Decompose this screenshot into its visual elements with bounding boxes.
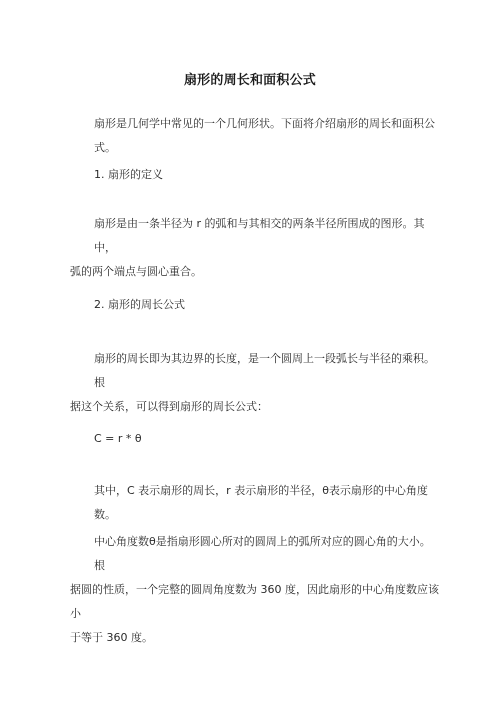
perimeter-paragraph — [70, 347, 440, 419]
definition-line-2: 弧的两个端点与圆心重合。 — [70, 265, 202, 278]
page-title: 扇形的周长和面积公式 — [183, 73, 316, 88]
central-angle-line-3: 于等于 360 度。 — [70, 631, 153, 644]
section-heading-perimeter: 2. 扇形的周长公式 — [94, 298, 185, 311]
intro-paragraph — [70, 112, 440, 160]
definition-paragraph — [70, 212, 440, 284]
perimeter-formula: C = r * θ — [94, 432, 142, 445]
central-angle-paragraph — [70, 530, 440, 650]
perimeter-line-1: 扇形的周长即为其边界的长度，是一个圆周上一段弧长与半径的乘积。根 — [94, 352, 435, 389]
section-heading-definition: 1. 扇形的定义 — [94, 168, 163, 181]
intro-line: 扇形是几何学中常见的一个几何形状。下面将介绍扇形的周长和面积公式。 — [94, 117, 435, 154]
central-angle-line-1: 中心角度数θ是指扇形圆心所对的圆周上的弧所对应的圆心角的大小。根 — [94, 535, 431, 572]
explanation-paragraph — [70, 479, 440, 527]
definition-line-1: 扇形是由一条半径为 r 的弧和与其相交的两条半径所围成的图形。其中， — [94, 217, 425, 254]
explanation-line: 其中，C 表示扇形的周长，r 表示扇形的半径，θ表示扇形的中心角度数。 — [94, 484, 428, 521]
perimeter-line-2: 据这个关系，可以得到扇形的周长公式： — [70, 400, 268, 413]
central-angle-line-2: 据圆的性质，一个完整的圆周角度数为 360 度，因此扇形的中心角度数应该小 — [70, 583, 439, 620]
